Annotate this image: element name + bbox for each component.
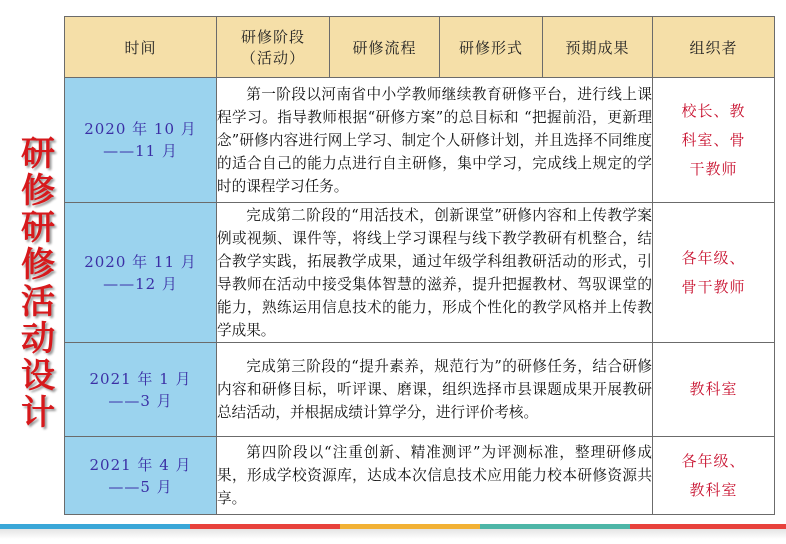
header-stage-line2: （活动）	[240, 49, 305, 67]
side-title-char: 研	[21, 134, 55, 174]
organizer-line: 科室、骨	[681, 130, 746, 149]
content-text: 第一阶段以河南省中小学教师继续教育研修平台，进行线上课程学习。指导教师根据“研修方案”的总目标和 “把握前沿，更新理念”研修内容进行网上学习、制定个人研修计划，并且选择不同维度的适合自己的能力点进行自主研修，集中学习，完成线上规定的学时的课程学习任务。	[217, 85, 652, 195]
table-row	[65, 203, 775, 343]
header-result: 预期成果	[543, 17, 653, 78]
header-stage-line1: 研修阶段	[240, 28, 305, 46]
organizer-line: 各年级、	[681, 451, 746, 470]
time-end: ——11 月	[103, 142, 178, 160]
side-title-char: 修	[21, 245, 55, 285]
organizer-line: 各年级、	[681, 248, 746, 267]
header-row	[65, 17, 775, 78]
footer-shadow	[0, 529, 786, 539]
content-cell	[217, 203, 653, 343]
organizer-cell	[653, 343, 775, 437]
time-end: ——5 月	[108, 477, 173, 496]
table-row	[65, 78, 775, 203]
time-start: 2020 年 11 月	[84, 252, 197, 271]
time-end: ——3 月	[108, 391, 173, 410]
table-row	[65, 343, 775, 437]
header-stage	[217, 17, 330, 78]
organizer-cell	[653, 437, 775, 515]
organizer-line: 校长、教	[681, 101, 746, 120]
time-cell	[65, 203, 217, 343]
time-start: 2020 年 10 月	[84, 120, 197, 138]
table-row	[65, 437, 775, 515]
organizer-line: 干教师	[689, 159, 738, 178]
side-title-char: 研	[21, 208, 55, 248]
content-text: 完成第三阶段的“提升素养，规范行为”的研修任务，结合研修内容和研修目标，听评课、磨课，组织选择市县课题成果开展教研总结活动，并根据成绩计算学分，进行评价考核。	[217, 358, 652, 421]
content-text: 第四阶段以“注重创新、精准测评”为评测标准，整理研修成果，形成学校资源库，达成本次信息技术应用能力校本研修资源共享。	[217, 444, 652, 507]
content-cell	[217, 78, 653, 203]
time-start: 2021 年 4 月	[89, 455, 192, 474]
time-end: ——12 月	[103, 274, 178, 293]
time-start: 2021 年 1 月	[89, 369, 192, 388]
time-cell	[65, 343, 217, 437]
side-title-char: 计	[21, 393, 55, 433]
organizer-line: 骨干教师	[681, 277, 746, 296]
content-text: 完成第二阶段的“用活技术，创新课堂”研修内容和上传教学案例或视频、课件等，将线上学习课程与线下教学教研有机整合，结合教学实践，拓展教学成果，通过年级学科组教研活动的形式，引导教师在活动中接受集体智慧的滋养，提升把握教材、驾驭课堂的能力，熟练运用信息技术的能力，形成个性化的教学风格并上传教学成果。	[217, 206, 652, 339]
time-cell	[65, 437, 217, 515]
study-plan-table	[64, 16, 775, 515]
time-cell	[65, 78, 217, 203]
header-form: 研修形式	[440, 17, 543, 78]
side-title	[16, 136, 60, 432]
organizer-cell	[653, 78, 775, 203]
side-title-char: 动	[21, 319, 55, 359]
side-title-char: 修	[21, 171, 55, 211]
content-cell	[217, 343, 653, 437]
organizer-line: 教科室	[689, 480, 738, 499]
side-title-char: 活	[21, 282, 55, 322]
content-cell	[217, 437, 653, 515]
side-title-char: 设	[21, 356, 55, 396]
header-time: 时间	[65, 17, 217, 78]
header-organizer: 组织者	[653, 17, 775, 78]
organizer-cell	[653, 203, 775, 343]
header-process: 研修流程	[330, 17, 440, 78]
organizer-line: 教科室	[689, 380, 738, 398]
